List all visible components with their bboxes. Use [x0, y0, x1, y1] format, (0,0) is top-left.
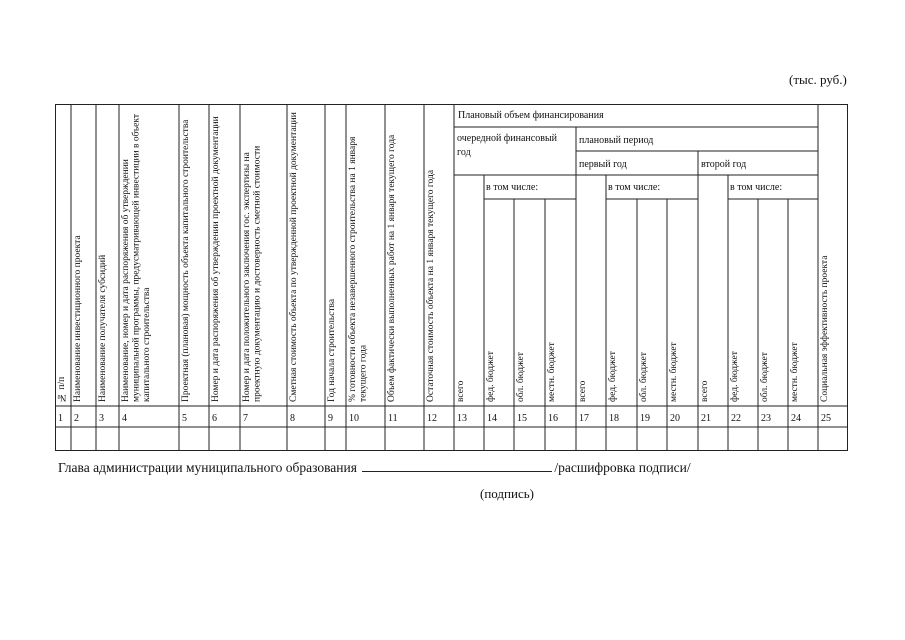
signature-line: [362, 458, 552, 472]
column-number: 11: [388, 413, 398, 424]
column-number: 15: [517, 413, 527, 424]
header-expertise: Номер и дата положительного заключения гос. экспертизы на проектную документацию и достоверность сметной стоимости: [242, 145, 263, 402]
column-number: 8: [290, 413, 295, 424]
header-capacity: Проектная (плановая) мощность объекта капитального строительства: [181, 119, 191, 402]
header-obl-budget-3: обл. бюджет: [760, 352, 770, 402]
column-number: 7: [243, 413, 248, 424]
column-number: 20: [670, 413, 680, 424]
column-number: 24: [791, 413, 801, 424]
column-number: 22: [731, 413, 741, 424]
column-number: 10: [349, 413, 359, 424]
header-estimated-cost: Сметная стоимость объекта по утвержденной проектной документации: [289, 112, 299, 402]
header-first-year: первый год: [579, 159, 627, 170]
column-number: 3: [99, 413, 104, 424]
column-number: 13: [457, 413, 467, 424]
header-row-number: № п/п: [57, 376, 67, 402]
header-including-2: в том числе:: [608, 182, 661, 193]
column-number: 2: [74, 413, 79, 424]
header-fed-budget-1: фед. бюджет: [486, 351, 496, 402]
signature-decode: /расшифровка подписи/: [554, 460, 691, 475]
header-planning-period: плановый период: [579, 135, 654, 146]
header-mest-budget-2: местн. бюджет: [669, 342, 679, 402]
header-mest-budget-3: местн. бюджет: [790, 342, 800, 402]
header-next-fiscal-year: очередной финансовый год: [457, 133, 558, 158]
header-including-1: в том числе:: [486, 182, 539, 193]
header-design-order: Номер и дата распоряжения об утверждении проектной документации: [211, 116, 221, 402]
signature-title: Глава администрации муниципального образования: [58, 460, 357, 475]
column-number: 19: [640, 413, 650, 424]
column-number: 6: [212, 413, 217, 424]
column-number: 4: [122, 413, 127, 424]
unit-note: (тыс. руб.): [789, 72, 847, 87]
signature-block: [58, 458, 691, 476]
header-program-order: Наименование, номер и дата распоряжения об утверждении муниципальной программы, предусматривающей инвестиции в объект капитального строительства: [121, 114, 152, 402]
column-number: 16: [548, 413, 558, 424]
header-obl-budget-1: обл. бюджет: [516, 352, 526, 402]
header-mest-budget-1: местн. бюджет: [547, 342, 557, 402]
header-fed-budget-2: фед. бюджет: [608, 351, 618, 402]
header-total-1: всего: [456, 380, 466, 402]
header-obl-budget-2: обл. бюджет: [639, 352, 649, 402]
header-fed-budget-3: фед. бюджет: [730, 351, 740, 402]
column-number: 14: [487, 413, 497, 424]
signature-caption: (подпись): [480, 486, 534, 501]
header-project-name: Наименование инвестиционного проекта: [73, 235, 83, 402]
header-second-year: второй год: [701, 159, 747, 170]
column-number: 5: [182, 413, 187, 424]
header-completed-works: Объем фактически выполненных работ на 1 января текущего года: [387, 134, 397, 402]
column-number: 1: [58, 413, 63, 424]
header-start-year: Год начала строительства: [327, 298, 337, 402]
header-social-efficiency: Социальная эффективность проекта: [820, 255, 830, 402]
column-number: 25: [821, 413, 831, 424]
header-recipient: Наименование получателя субсидий: [98, 254, 108, 402]
column-number: 21: [701, 413, 711, 424]
header-total-3: всего: [700, 380, 710, 402]
header-residual-cost: Остаточная стоимость объекта на 1 января текущего года: [426, 169, 436, 402]
column-number: 9: [328, 413, 333, 424]
investment-table: [55, 104, 848, 452]
column-number: 17: [579, 413, 589, 424]
header-total-2: всего: [578, 380, 588, 402]
header-including-3: в том числе:: [730, 182, 783, 193]
header-planned-financing: Плановый объем финансирования: [458, 110, 604, 121]
column-number: 18: [609, 413, 619, 424]
header-readiness: % готовности объекта незавершенного строительства на 1 января текущего года: [348, 136, 369, 402]
column-number: 23: [761, 413, 771, 424]
column-number: 12: [427, 413, 437, 424]
